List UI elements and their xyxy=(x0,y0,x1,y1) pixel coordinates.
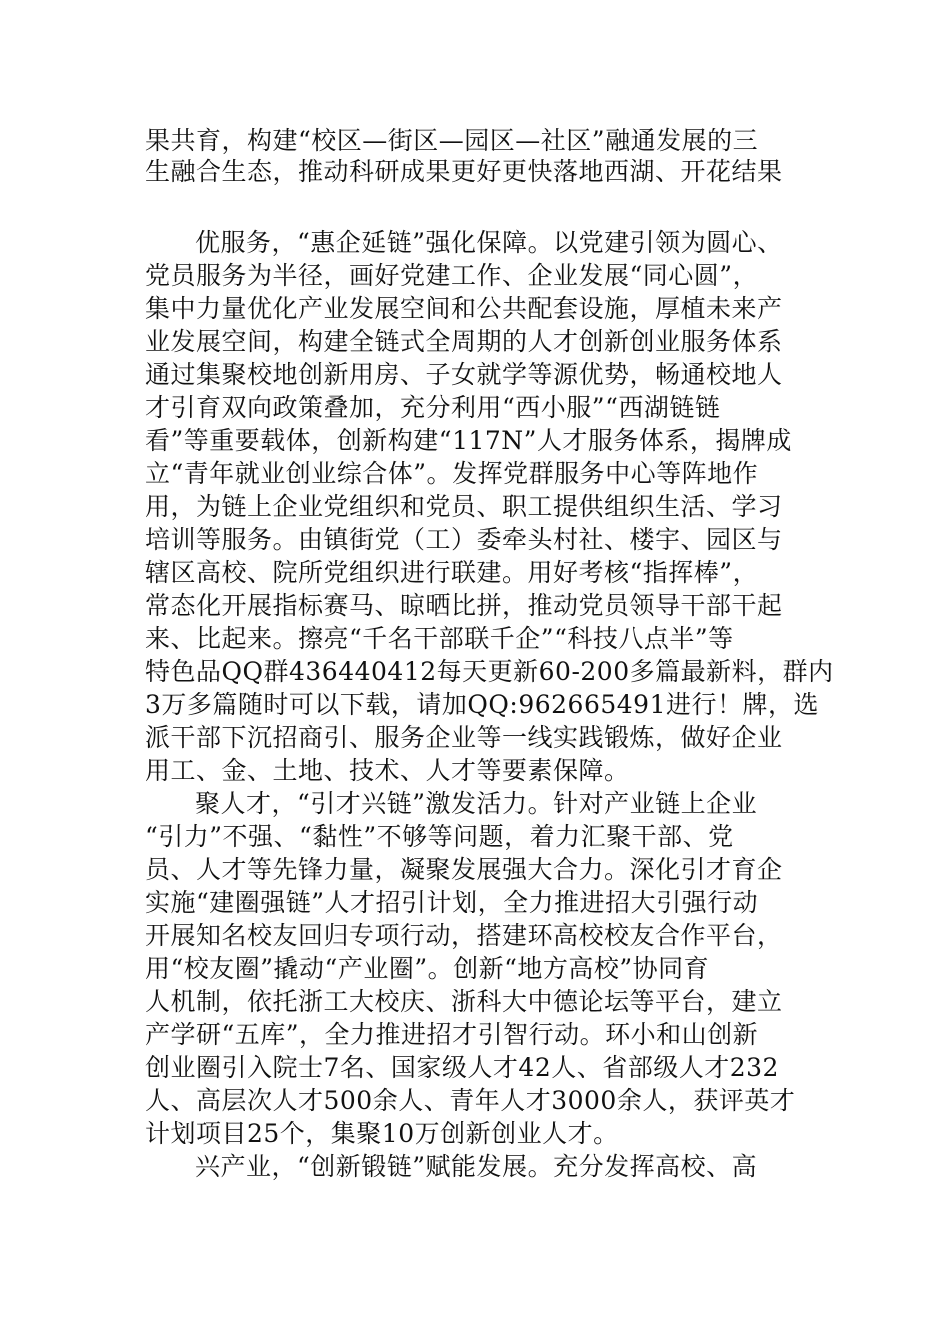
text-line: 开展知名校友回归专项行动，搭建环高校校友合作平台， xyxy=(145,921,783,950)
text-line: 人机制，依托浙工大校庆、浙科大中德论坛等平台，建立 xyxy=(145,987,783,1016)
paragraph-first-line: 优服务，“惠企延链”强化保障。以党建引领为圆心、 xyxy=(195,228,783,257)
text-line: 实施“建圈强链”人才招引计划，全力推进招大引强行动 xyxy=(145,888,759,917)
text-line: 常态化开展指标赛马、晾晒比拼，推动党员领导干部干起 xyxy=(145,591,783,620)
text-line: 业发展空间，构建全链式全周期的人才创新创业服务体系 xyxy=(145,327,783,356)
text-line: 集中力量优化产业发展空间和公共配套设施，厚植未来产 xyxy=(145,294,783,323)
text-line: 派干部下沉招商引、服务企业等一线实践锻炼，做好企业 xyxy=(145,723,783,752)
text-line: 人、高层次人才500余人、青年人才3000余人，获评英才 xyxy=(145,1086,796,1115)
text-line: 来、比起来。擦亮“千名干部联千企”“科技八点半”等 xyxy=(145,624,734,653)
paragraph-first-line: 聚人才，“引才兴链”激发活力。针对产业链上企业 xyxy=(195,789,758,818)
text-line: 用工、金、土地、技术、人才等要素保障。 xyxy=(145,756,630,785)
text-line: 计划项目25个，集聚10万创新创业人才。 xyxy=(145,1119,619,1148)
text-line: 用，为链上企业党组织和党员、职工提供组织生活、学习 xyxy=(145,492,783,521)
text-line: 3万多篇随时可以下载，请加QQ:962665491进行！牌，选 xyxy=(145,690,819,719)
text-line: 特色品QQ群436440412每天更新60-200多篇最新料，群内 xyxy=(145,657,834,686)
text-line: 通过集聚校地创新用房、子女就学等源优势，畅通校地人 xyxy=(145,360,783,389)
text-line: 生融合生态，推动科研成果更好更快落地西湖、开花结果 xyxy=(145,157,783,186)
text-line: “引力”不强、“黏性”不够等问题，着力汇聚干部、党 xyxy=(145,822,734,851)
text-line: 看”等重要载体，创新构建“117N”人才服务体系，揭牌成 xyxy=(145,426,792,455)
text-line: 用“校友圈”撬动“产业圈”。创新“地方高校”协同育 xyxy=(145,954,710,983)
text-line: 培训等服务。由镇街党（工）委牵头村社、楼宇、园区与 xyxy=(145,525,783,554)
text-line: 创业圈引入院士7名、国家级人才42人、省部级人才232 xyxy=(145,1053,779,1082)
text-line: 党员服务为半径，画好党建工作、企业发展“同心圆”， xyxy=(145,261,759,290)
text-line: 立“青年就业创业综合体”。发挥党群服务中心等阵地作 xyxy=(145,459,759,488)
text-line: 辖区高校、院所党组织进行联建。用好考核“指挥棒”， xyxy=(145,558,759,587)
text-line: 果共育，构建“校区—街区—园区—社区”融通发展的三 xyxy=(145,126,759,155)
text-line: 员、人才等先锋力量，凝聚发展强大合力。深化引才育企 xyxy=(145,855,783,884)
text-line: 产学研“五库”，全力推进招才引智行动。环小和山创新 xyxy=(145,1020,759,1049)
text-line: 才引育双向政策叠加，充分利用“西小服”“西湖链链 xyxy=(145,393,721,422)
paragraph-first-line: 兴产业，“创新锻链”赋能发展。充分发挥高校、高 xyxy=(195,1152,758,1181)
